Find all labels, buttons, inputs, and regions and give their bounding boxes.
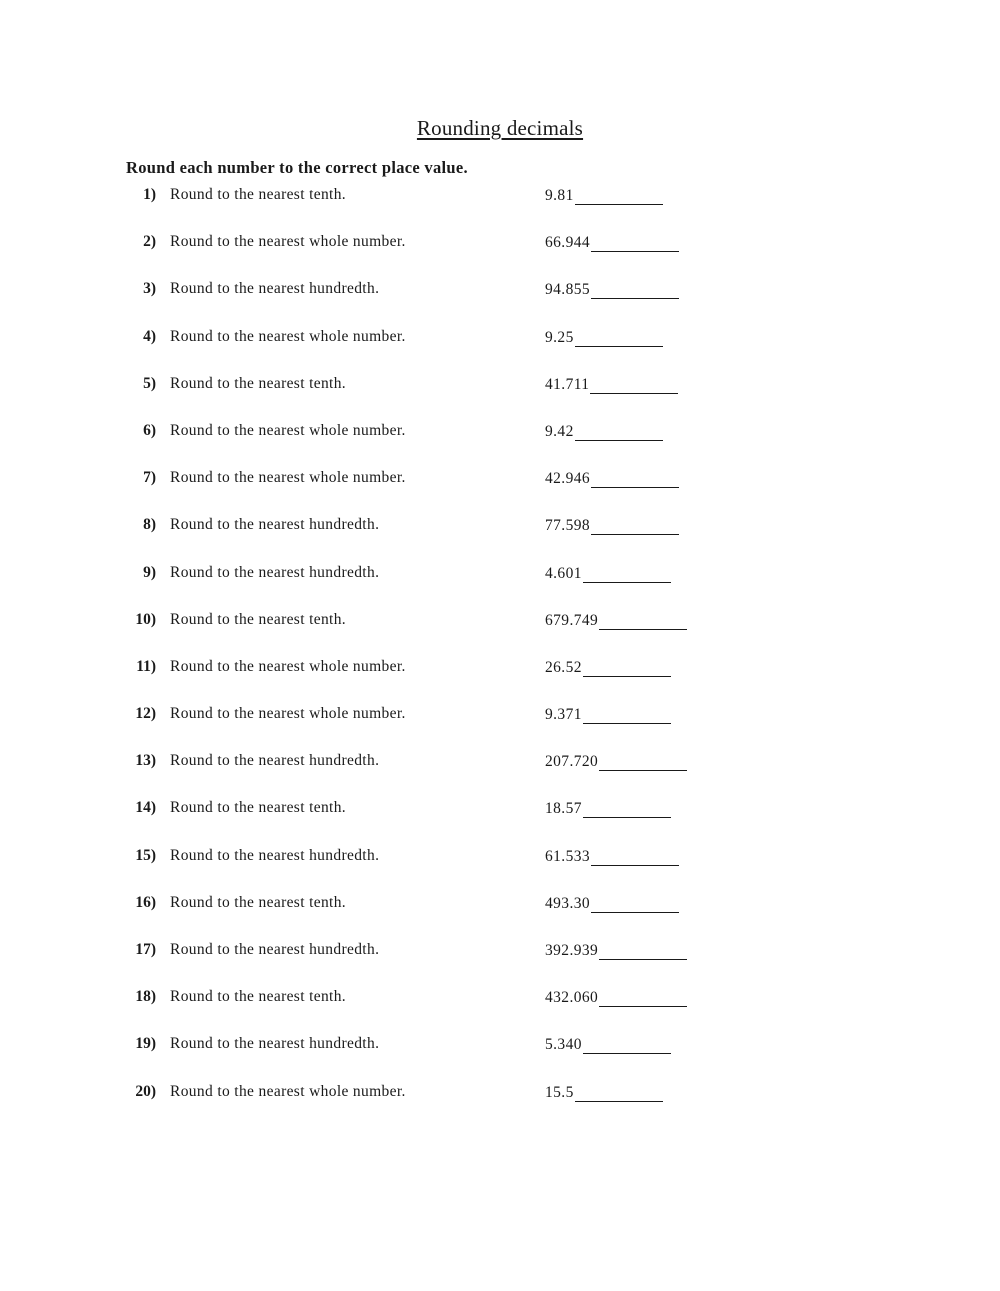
problem-number: 14) bbox=[135, 799, 156, 817]
problem-list bbox=[0, 184, 1000, 1128]
problem-prompt: Round to the nearest tenth. bbox=[170, 374, 347, 392]
problem-row bbox=[0, 986, 1000, 1033]
answer-blank[interactable] bbox=[599, 941, 687, 960]
answer-blank[interactable] bbox=[599, 752, 687, 771]
problem-number: 4) bbox=[143, 327, 156, 345]
problem-prompt: Round to the nearest whole number. bbox=[170, 233, 406, 251]
problem-row bbox=[0, 373, 1000, 420]
problem-row bbox=[0, 939, 1000, 986]
answer-blank[interactable] bbox=[575, 186, 663, 205]
problem-row bbox=[0, 797, 1000, 844]
problem-value: 493.30 bbox=[545, 894, 591, 912]
answer-blank[interactable] bbox=[591, 847, 679, 866]
problem-number: 13) bbox=[135, 752, 156, 770]
problem-number: 11) bbox=[136, 657, 156, 675]
problem-number: 20) bbox=[135, 1082, 156, 1100]
problem-number: 5) bbox=[143, 374, 156, 392]
problem-value-group bbox=[545, 280, 679, 299]
problem-prompt: Round to the nearest hundredth. bbox=[170, 752, 380, 770]
problem-row bbox=[0, 278, 1000, 325]
problem-prompt: Round to the nearest whole number. bbox=[170, 469, 406, 487]
problem-value: 15.5 bbox=[545, 1083, 574, 1101]
problem-row bbox=[0, 467, 1000, 514]
problem-value-group bbox=[545, 799, 671, 818]
problem-value-group bbox=[545, 1035, 671, 1054]
problem-value: 5.340 bbox=[545, 1036, 582, 1054]
problem-number: 2) bbox=[143, 233, 156, 251]
problem-number: 12) bbox=[135, 705, 156, 723]
problem-prompt: Round to the nearest tenth. bbox=[170, 186, 347, 203]
problem-number: 9) bbox=[143, 563, 156, 581]
problem-value: 66.944 bbox=[545, 234, 591, 252]
problem-value: 679.749 bbox=[545, 611, 599, 629]
problem-prompt: Round to the nearest tenth. bbox=[170, 893, 347, 911]
answer-blank[interactable] bbox=[575, 328, 663, 347]
problem-number: 16) bbox=[135, 893, 156, 911]
problem-row bbox=[0, 609, 1000, 656]
problem-number: 1) bbox=[143, 186, 156, 203]
problem-prompt: Round to the nearest hundredth. bbox=[170, 563, 380, 581]
problem-value: 61.533 bbox=[545, 847, 591, 865]
problem-value: 41.711 bbox=[545, 375, 590, 393]
answer-blank[interactable] bbox=[575, 422, 663, 441]
problem-prompt: Round to the nearest tenth. bbox=[170, 610, 347, 628]
problem-prompt: Round to the nearest whole number. bbox=[170, 421, 406, 439]
problem-value: 432.060 bbox=[545, 989, 599, 1007]
problem-value-group bbox=[545, 186, 663, 205]
problem-row bbox=[0, 184, 1000, 231]
problem-value: 9.42 bbox=[545, 422, 574, 440]
answer-blank[interactable] bbox=[583, 658, 671, 677]
problem-row bbox=[0, 750, 1000, 797]
problem-row bbox=[0, 420, 1000, 467]
problem-value-group bbox=[545, 658, 671, 677]
problem-row bbox=[0, 656, 1000, 703]
answer-blank[interactable] bbox=[591, 233, 679, 252]
problem-number: 18) bbox=[135, 988, 156, 1006]
problem-prompt: Round to the nearest whole number. bbox=[170, 1082, 406, 1100]
answer-blank[interactable] bbox=[599, 611, 687, 630]
answer-blank[interactable] bbox=[591, 280, 679, 299]
problem-value: 392.939 bbox=[545, 942, 599, 959]
problem-number: 10) bbox=[135, 610, 156, 628]
problem-row bbox=[0, 1033, 1000, 1080]
problem-prompt: Round to the nearest hundredth. bbox=[170, 846, 380, 864]
worksheet-instruction: Round each number to the correct place value. bbox=[126, 158, 468, 177]
problem-number: 15) bbox=[135, 846, 156, 864]
problem-value-group bbox=[545, 564, 671, 583]
problem-prompt: Round to the nearest tenth. bbox=[170, 799, 347, 817]
problem-value: 94.855 bbox=[545, 281, 591, 299]
problem-value-group bbox=[545, 752, 687, 771]
problem-value-group bbox=[545, 847, 679, 866]
problem-value: 4.601 bbox=[545, 564, 582, 582]
answer-blank[interactable] bbox=[590, 375, 678, 394]
problem-value-group bbox=[545, 988, 687, 1007]
worksheet-title: Rounding decimals bbox=[416, 116, 584, 140]
problem-prompt: Round to the nearest whole number. bbox=[170, 327, 406, 345]
problem-row bbox=[0, 562, 1000, 609]
problem-prompt: Round to the nearest whole number. bbox=[170, 657, 406, 675]
answer-blank[interactable] bbox=[583, 1035, 671, 1054]
problem-row bbox=[0, 231, 1000, 278]
problem-number: 19) bbox=[135, 1035, 156, 1053]
problem-value-group bbox=[545, 894, 679, 913]
problem-value: 18.57 bbox=[545, 800, 582, 818]
problem-number: 8) bbox=[143, 516, 156, 534]
problem-value: 9.81 bbox=[545, 187, 574, 204]
problem-value: 9.25 bbox=[545, 328, 574, 346]
problem-number: 7) bbox=[143, 469, 156, 487]
problem-row bbox=[0, 845, 1000, 892]
problem-prompt: Round to the nearest hundredth. bbox=[170, 280, 380, 298]
problem-value-group bbox=[545, 422, 663, 441]
problem-value: 9.371 bbox=[545, 706, 582, 724]
answer-blank[interactable] bbox=[583, 799, 671, 818]
answer-blank[interactable] bbox=[599, 988, 687, 1007]
problem-row bbox=[0, 703, 1000, 750]
problem-row bbox=[0, 326, 1000, 373]
problem-row bbox=[0, 892, 1000, 939]
problem-row bbox=[0, 514, 1000, 561]
problem-value-group bbox=[545, 941, 687, 960]
answer-blank[interactable] bbox=[591, 516, 679, 535]
problem-row bbox=[0, 1081, 1000, 1128]
problem-value-group bbox=[545, 516, 679, 535]
problem-prompt: Round to the nearest whole number. bbox=[170, 705, 406, 723]
answer-blank[interactable] bbox=[591, 469, 679, 488]
problem-value-group bbox=[545, 705, 671, 724]
answer-blank[interactable] bbox=[583, 564, 671, 583]
answer-blank[interactable] bbox=[575, 1083, 663, 1102]
problem-value-group bbox=[545, 375, 678, 394]
problem-value: 26.52 bbox=[545, 658, 582, 676]
problem-value-group bbox=[545, 611, 687, 630]
problem-prompt: Round to the nearest hundredth. bbox=[170, 516, 380, 534]
problem-number: 3) bbox=[143, 280, 156, 298]
problem-value-group bbox=[545, 328, 663, 347]
problem-prompt: Round to the nearest hundredth. bbox=[170, 1035, 380, 1053]
problem-prompt: Round to the nearest tenth. bbox=[170, 988, 347, 1006]
problem-number: 6) bbox=[143, 421, 156, 439]
problem-number: 17) bbox=[135, 941, 156, 958]
problem-value: 207.720 bbox=[545, 753, 599, 771]
answer-blank[interactable] bbox=[591, 894, 679, 913]
problem-value: 77.598 bbox=[545, 517, 591, 535]
answer-blank[interactable] bbox=[583, 705, 671, 724]
problem-value: 42.946 bbox=[545, 470, 591, 488]
problem-value-group bbox=[545, 469, 679, 488]
problem-prompt: Round to the nearest hundredth. bbox=[170, 941, 380, 958]
problem-value-group bbox=[545, 233, 679, 252]
problem-value-group bbox=[545, 1083, 663, 1102]
